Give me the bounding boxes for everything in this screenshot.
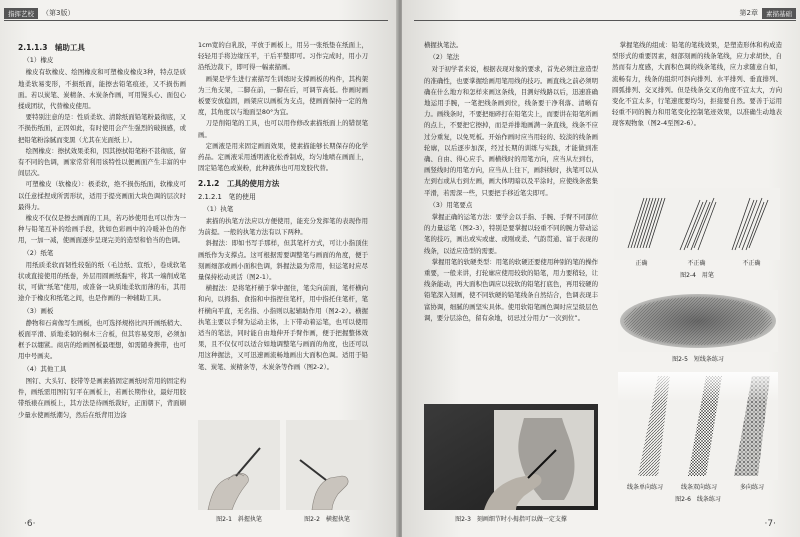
figure-2-3-caption: 图2-3 刻画细节时小拇指可以做一定支撑 (455, 516, 567, 523)
paragraph: 用纸质柔软而韧性较强的纸（毛边纸、宣纸），卷成软笔状或直接使用的纸巻，外层用圆画纸黏牢，将其一端削成笔状，可做“纸笔”使用，或准备一块质地柔软而薄的布，其用途介于橡皮和纸笔之间，也是作画的一种辅助工具。 (18, 260, 186, 303)
paragraph: 横握法：是将笔杆横于掌中握住，笔尖向前面，笔杆横向和向，以拇指、食指和中指捏住笔杆，用中指托住笔杆，笔杆横向平直，无名指、小指则以起辅助作用（图2-2）。横握执笔主要以手臂为运动主体，上下带动着运笔，也可以使用适当的笔法，同时能自由地伸开手臂作画，便于把握整体效果，且不仅仅可以适合如地调整笔与画面的角度，也还可以用这种握法，又可迅速画流畅地画出大面积色调。适用于铅笔、炭笔、炭精条等，木炭条等作画（图2-2）。 (198, 284, 368, 371)
figure-2-2-photo (286, 420, 368, 510)
left-header-edition: （第3版） (42, 9, 75, 17)
paragraph: 素描的执笔方法应以方便使用，能充分发挥笔的表现作用为前提。一般的执笔方法有以下两种。 (198, 217, 368, 237)
figure-2-1-photo (198, 420, 280, 510)
paragraph: 对于初学者来说，根据表现对象的要求，首先必须注意造型的准确性，也要掌握绘画用笔用线的技巧。画直线之前必须明确在什么地方和怎样来画这条线，目测好线路以后，迅速准确地运用手腕，一笔把线条画到位，线条要干净利落、清晰有力。画线条时，不要把细碎打在铅笔尖上，而要讲在铅笔所画的点上，不要把它擦掉，而是并排地画满一条直线，线条不应过分重复，以免死板。开始作画时应当用轻的、较淡的线条画轮廓，以后逐步加深，经过长期的训练与实践，才能做到准确、自由、得心应手。画横线时的用笔方向，应当从左到右，画竖线时的用笔方向，应当从上往下，画斜线时，执笔可以从左到右或从右到左画，画大体明暗以及平涂时，应使线条密集平滑，若需深一些，只要把手移近笔尖即可。 (424, 65, 598, 197)
section-2-item-1: （1）执笔 (203, 204, 234, 213)
paragraph: 绘图橡皮：擦拭效果柔和，因其擦拭铅笔粉不甚彻底，留有不同的色调，画家常常利用该特性以便画面产生丰富的中间层次。 (18, 146, 186, 178)
left-page-number: ·6· (24, 519, 36, 529)
section-2-subtitle: 2.1.2.1 笔的使用 (198, 192, 256, 201)
left-column-1 (18, 40, 186, 421)
left-running-header (4, 6, 388, 21)
paragraph: 掌握用笔的软硬类型：用笔的软硬还要使用种别的笔的操作重要，一般来讲，打轮廓应使用较软的铅笔，用力要稍轻，让线条能动，再大面积色调应以较软的铅笔打底色，再用较硬的铅笔深入刻画，使不同软硬的铅笔线条自然结合，色调表现丰富协调，细腻的画坚实具体。使用软铅笔画色调时应呈级层色调，要分层涂色，留有余地，切忌过分用力“一次到位”。 (424, 257, 598, 322)
figure-2-4-label: 正确 (635, 260, 648, 267)
figure-2-6-label: 线条单向练习 (626, 484, 663, 491)
figure-2-2-caption: 图2-2 横握执笔 (304, 516, 350, 523)
item-4-title: （4）其他工具 (23, 364, 67, 373)
paragraph: 斜握法：即如书写手那样，但其笔杆方式，可让小指顶住画纸作为支撑点。这可根据需要调整笔与画面的角度，便于刻画细部或画小面积色调，斜握法最为常用，但运笔时应尽量保持松动灵活（图2-1）。 (198, 239, 368, 282)
paragraph: 刀是削铅笔的工具，也可以用作修改素描纸面上的错误笔画。 (198, 119, 368, 139)
paragraph: 定画液是用来固定画面效果，使素描能够长期保存的化学药品。定画液采用透明液化松香制成，均匀地喷在画面上，固定铅笔色或炭粉，此种液体也可用发胶代替。 (198, 141, 368, 173)
section-title: 2.1.1.3 辅助工具 (18, 43, 85, 52)
item-3-title: （3）画板 (23, 306, 54, 315)
right-item-3-title: （3）用笔要点 (429, 200, 473, 209)
paragraph: 1cm宽的白乳胶，平放于画板上，用另一张纸垫在纸面上，轻轻用手将边缘压平，干后平整即可。习作完成时，用小刀沿纸边裁下，即可得一幅素描画。 (198, 41, 368, 72)
paragraph: 掌握正确的运笔方法：要学会以手指、手腕、手臂不同部位的力量运笔（图2-3），特别是要掌握以轻重不同的腕力带动运笔的技巧，画出或实或虚、或刚或柔、气韵贯通、富于表现的线条，以适应造型的需要。 (424, 213, 598, 255)
left-page (0, 0, 398, 537)
figure-2-3-photo (424, 404, 598, 510)
left-column-2 (198, 40, 368, 373)
paragraph: 图钉、大头钉、胶带等是画素描固定画纸时常用的固定构件，画纸需用图钉钉平在画板上，若画长期作业，最好用胶带纸裱在画板上，其方法是待画纸裁好，正面朝下，背面刷少量水使画纸潮匀，然后在纸背用边涂 (18, 376, 186, 419)
right-column-1 (424, 40, 598, 324)
left-header-tab: 指挥艺校 (4, 8, 38, 19)
figure-2-6-caption: 图2-6 线条练习 (675, 496, 721, 503)
figure-2-4-caption: 图2-4 用笔 (680, 272, 714, 279)
paragraph: 可塑橡皮（软橡皮）：极柔软，绝不损伤纸面，软橡皮可以任意揉捏成所需形状，适用于提亮画面大块色调的层次时最得力。 (18, 180, 186, 211)
paragraph: 要特别注意的是：性质柔软、清除纸面铅笔粉最彻底，又不损伤纸面，正因如此，有时使用会产生强烈的破损感，或把铅笔粉涂腻而变黑（尤其在光面纸上）。 (18, 113, 186, 144)
paragraph: 橡皮不仅仅是擦去画面的工具，若巧妙使用也可以作为一种与铅笔互补的绘画手段，犹如色彩画中的冷暖补色的作用，一加一减，使画面逐步呈现完美的造型和恰当的色调。 (18, 214, 186, 245)
figure-2-4-label: 不正确 (687, 260, 706, 267)
figure-2-4-label: 不正确 (742, 260, 761, 267)
figure-2-4-strokes (614, 188, 780, 260)
figure-2-5-hatching (618, 290, 778, 352)
figure-2-5-caption: 图2-5 短线条练习 (672, 356, 724, 363)
figure-2-6-label: 多向练习 (739, 484, 764, 491)
figure-2-6-label: 线条双向练习 (680, 484, 717, 491)
paragraph: 画架是学生进行素描写生训练时支撑画板的构件，其构架为三角支架，二脚在前，一脚在后，可调节高低。作画时画板要安放稳固，画架应以画板为支点，使画面保持一定的角度，其角度以与地面呈80°为宜。 (198, 74, 368, 117)
right-header-chapter: 第2章 (739, 9, 758, 17)
right-header-title: 素描基础 (762, 8, 796, 19)
item-1-title: （1）橡皮 (23, 56, 54, 65)
paragraph: 静物和石膏像写生画板，也可选择规格比四开画纸稍大、板面平滑、质地柔韧的桐木三合板，但其容易变形，必须加框予以绷紧。商店的绘画图板最理想，如需随身携带，也可用中号画夹。 (18, 318, 186, 361)
paragraph: 掌握笔线的组成：铅笔的笔线效果，是塑造形体和构成造型形式的重要因素，细部刻画的线条笔线，应力求胡快，自然而有力度感，大面积色调的线条笔线，应力求随意自如，流畅有力，线条的组织可斜向排列、水平排列、垂直排列、圆弧排列、交叉排列。但是线条交叉的角度不宜太大，方向变化不宜太多，行笔速度要均匀，拒接要自然。要善于运用轻重不同的腕力和用笔变化控制笔迹效果，以准确生动地表现客观物象（图2-4至图2-6）。 (612, 41, 782, 128)
right-item-2-title: （2）笔法 (429, 53, 460, 62)
right-running-header (414, 6, 796, 21)
right-page (402, 0, 800, 537)
paragraph: 橡皮有软橡皮、绘图橡皮和可塑橡皮橡皮3种，特点是质地柔软易变形，不损纸面，能擦去铅笔痕迹，又不损伤画面。若以炭笔、炭精条、木炭条作画，可用馒头心、面包心揉成团状，代替橡皮使用。 (18, 68, 186, 111)
item-2-title: （2）纸笔 (23, 248, 54, 257)
paragraph: 横握执笔法。 (424, 41, 463, 49)
figure-2-1-caption: 图2-1 斜握执笔 (216, 516, 262, 523)
figure-2-6-line-exercises (618, 372, 778, 480)
section-2-title: 2.1.2 工具的使用方法 (198, 179, 280, 189)
right-column-2 (612, 40, 782, 130)
right-page-number: ·7· (764, 519, 776, 529)
